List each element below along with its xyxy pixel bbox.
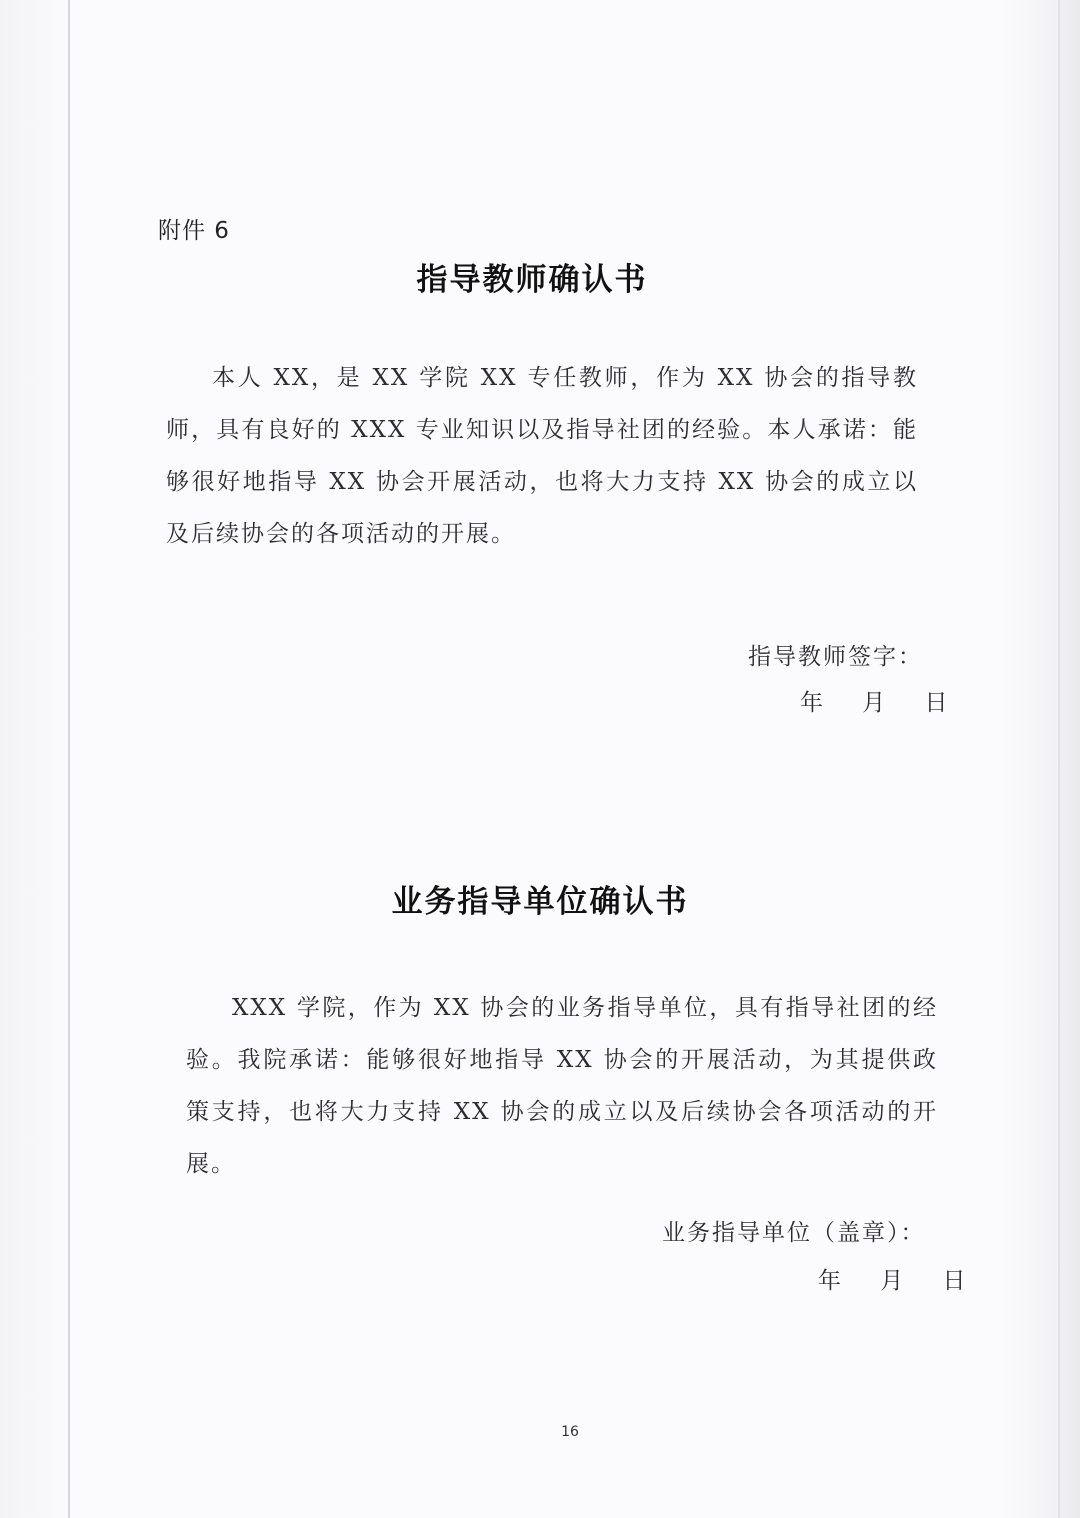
scan-edge-right: [1058, 0, 1060, 1518]
page-number: 16: [561, 1424, 579, 1440]
teacher-confirmation-body: 本人 XX，是 XX 学院 XX 专任教师，作为 XX 协会的指导教师，具有良好的 XXX 专业知识以及指导社团的经验。本人承诺：能够很好地指导 XX 协会开展活动，也将大力支持 XX 协会的成立以及后续协会的各项活动的开展。: [166, 365, 918, 547]
unit-confirmation-body: XXX 学院，作为 XX 协会的业务指导单位，具有指导社团的经验。我院承诺：能够很好地指导 XX 协会的开展活动，为其提供政策支持，也将大力支持 XX 协会的成立以及后续协会各项活动的开展。: [186, 995, 938, 1177]
unit-seal-date: 年 月 日: [818, 1268, 968, 1294]
attachment-label: 附件 6: [158, 218, 230, 244]
scan-edge-left: [68, 0, 70, 1518]
teacher-confirmation-title: 指导教师确认书: [416, 262, 648, 298]
unit-seal-label: 业务指导单位（盖章）：: [662, 1220, 926, 1246]
unit-confirmation-title: 业务指导单位确认书: [391, 884, 689, 920]
teacher-signature-label: 指导教师签字：: [748, 644, 923, 670]
teacher-signature-date: 年 月 日: [800, 690, 950, 716]
